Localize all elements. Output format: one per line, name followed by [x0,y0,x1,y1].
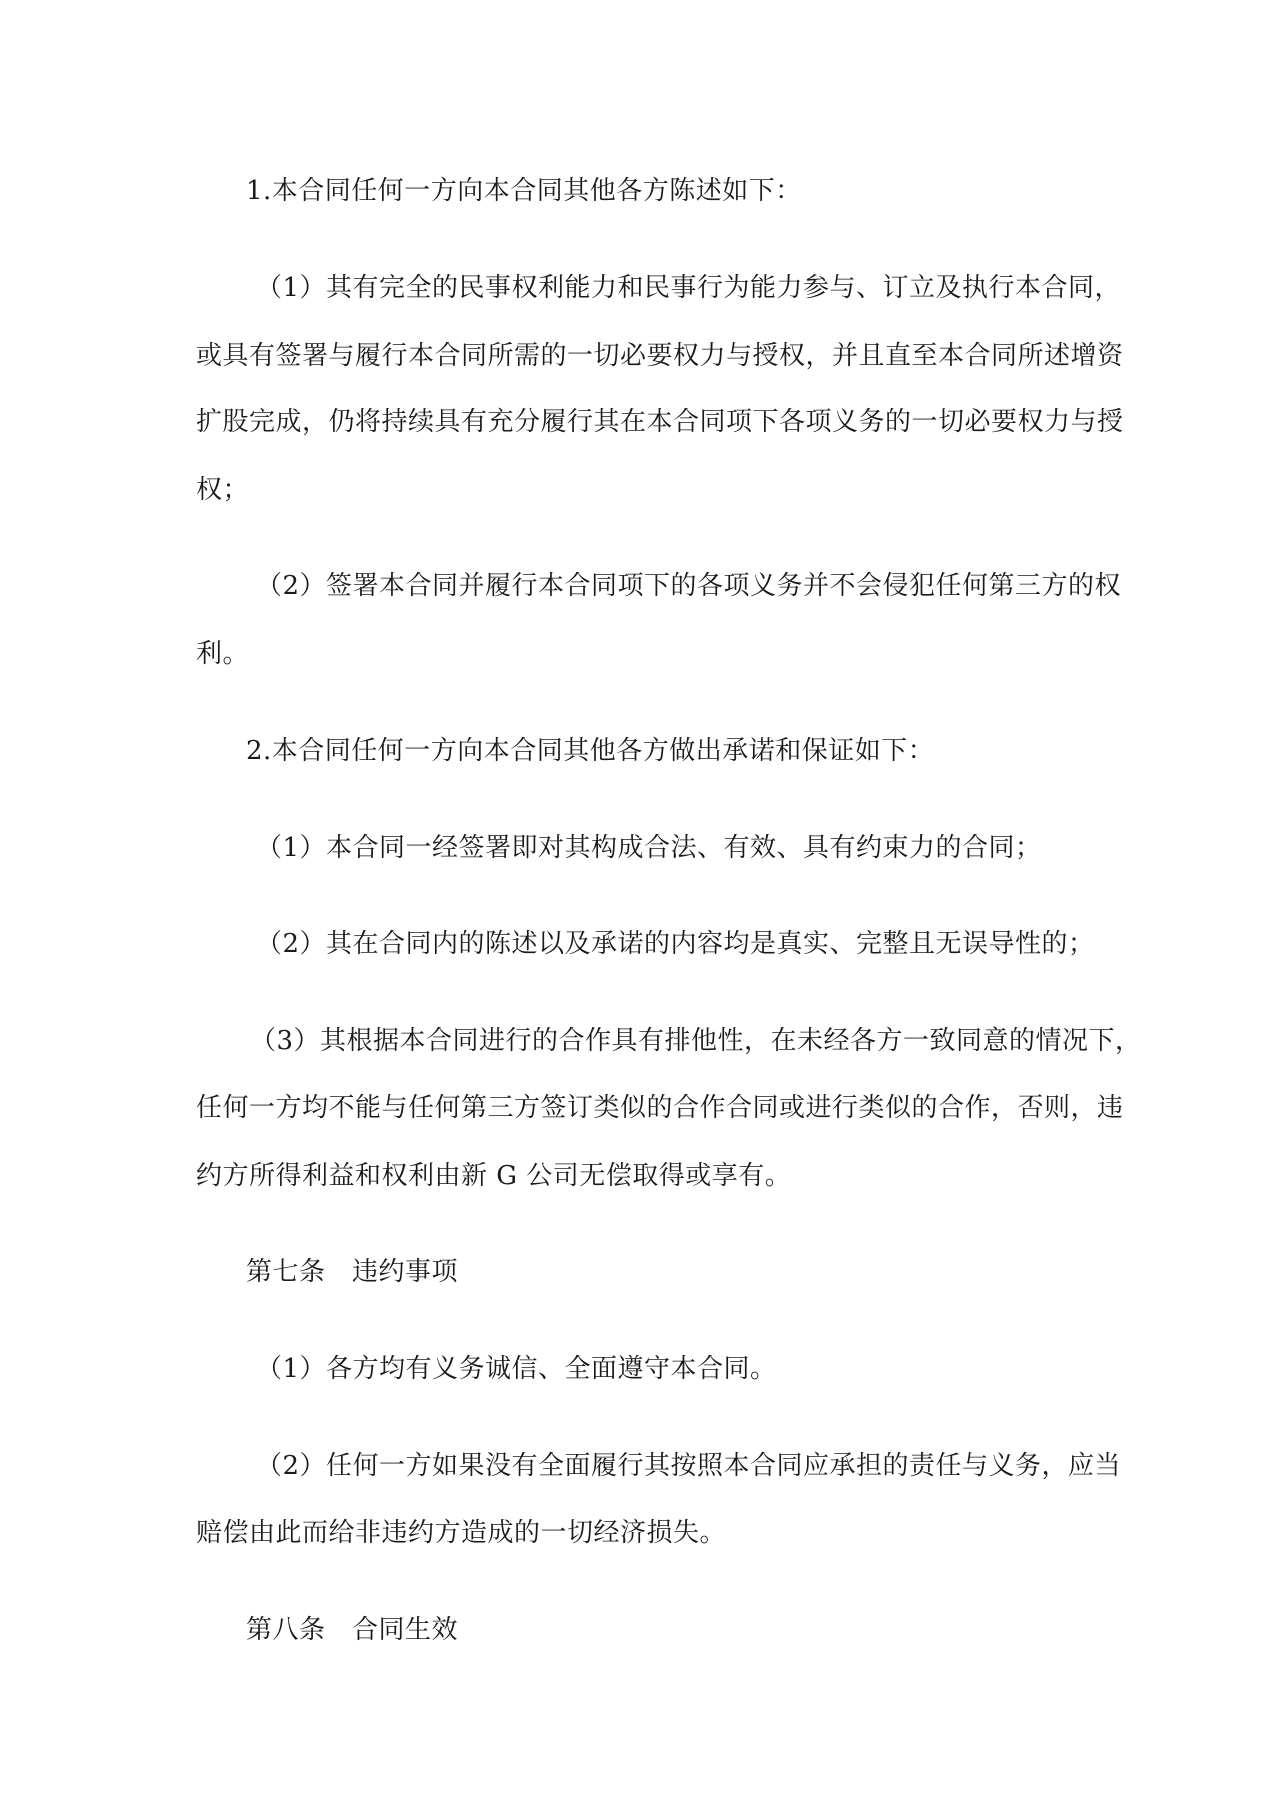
promise-intro: 2.本合同任何一方向本合同其他各方做出承诺和保证如下： [246,736,935,766]
representation-1-line-3: 扩股完成，仍将持续具有充分履行其在本合同项下各项义务的一切必要权力与授 [196,407,1124,437]
breach-1: （1）各方均有义务诚信、全面遵守本合同。 [256,1354,777,1384]
breach-2-line-1: （2）任何一方如果没有全面履行其按照本合同应承担的责任与义务，应当 [256,1451,1122,1481]
representation-2-line-2: 利。 [196,639,250,669]
breach-2-line-2: 赔偿由此而给非违约方造成的一切经济损失。 [196,1518,727,1548]
article-8-title: 第八条 合同生效 [246,1615,459,1645]
promise-2: （2）其在合同内的陈述以及承诺的内容均是真实、完整且无误导性的； [256,929,1095,959]
representation-intro: 1.本合同任何一方向本合同其他各方陈述如下： [246,176,802,206]
representation-1-line-4: 权； [196,475,250,505]
promise-3-line-2: 任何一方均不能与任何第三方签订类似的合作合同或进行类似的合作，否则，违 [196,1093,1124,1123]
article-7-title: 第七条 违约事项 [246,1257,459,1287]
representation-2-line-1: （2）签署本合同并履行本合同项下的各项义务并不会侵犯任何第三方的权 [256,571,1122,601]
representation-1-line-2: 或具有签署与履行本合同所需的一切必要权力与授权，并且直至本合同所述增资 [196,341,1124,371]
promise-1: （1）本合同一经签署即对其构成合法、有效、具有约束力的合同； [256,833,1042,863]
promise-3-line-1: （3）其根据本合同进行的合作具有排他性，在未经各方一致同意的情况下， [250,1026,1142,1056]
promise-3-line-3: 约方所得利益和权利由新 G 公司无偿取得或享有。 [196,1161,792,1191]
representation-1-line-1: （1）其有完全的民事权利能力和民事行为能力参与、订立及执行本合同， [256,273,1122,303]
